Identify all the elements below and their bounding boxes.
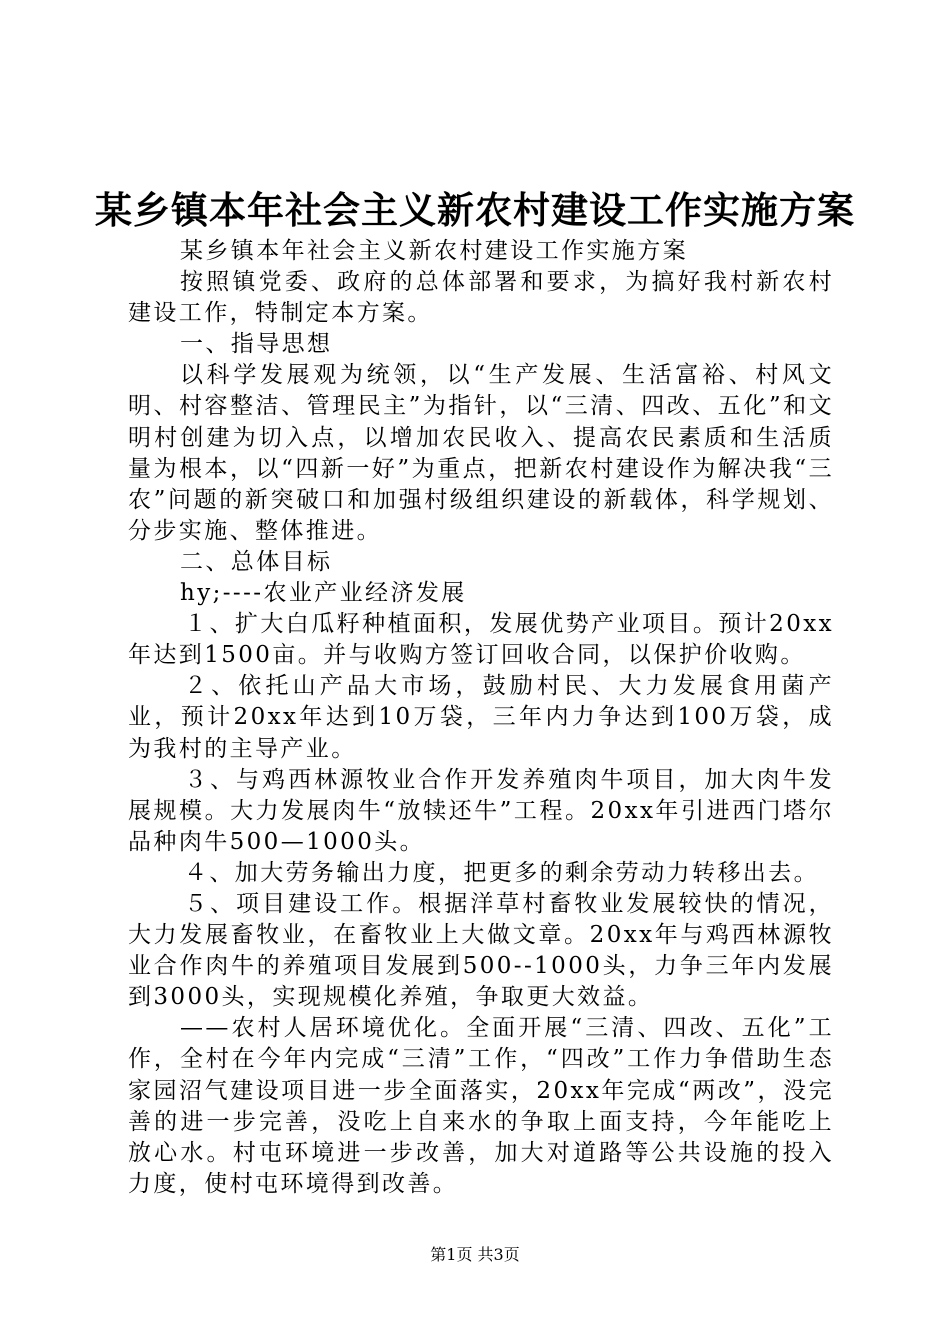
section-heading-guiding-thought: 一、指导思想 [180, 331, 333, 358]
page-number-footer: 第1页 共3页 [430, 1245, 520, 1264]
list-item-1: １、扩大白瓜籽种植面积，发展优势产业项目。预计20xx年达到1500亩。并与收购方签订回收合同，以保护价收购。 [128, 611, 834, 669]
list-item-2: ２、依托山产品大市场，鼓励村民、大力发展食用菌产业，预计20xx年达到10万袋，三年内力争达到100万袋，成为我村的主导产业。 [128, 673, 834, 762]
paragraph-agri-economy: hy;----农业产业经济发展 [180, 580, 467, 607]
list-item-3: ３、与鸡西林源牧业合作开发养殖肉牛项目，加大肉牛发展规模。大力发展肉牛“放犊还牛”工程。20xx年引进西门塔尔品种肉牛500—1000头。 [128, 766, 834, 855]
document-body [128, 236, 834, 1200]
list-item-5: ５、项目建设工作。根据洋草村畜牧业发展较快的情况，大力发展畜牧业，在畜牧业上大做文章。20xx年与鸡西林源牧业合作肉牛的养殖项目发展到500--1000头，力争三年内发展到3000头，实现规模化养殖，争取更大效益。 [128, 890, 834, 1011]
paragraph-subtitle: 某乡镇本年社会主义新农村建设工作实施方案 [180, 238, 688, 264]
paragraph-intro: 按照镇党委、政府的总体部署和要求，为搞好我村新农村建设工作，特制定本方案。 [128, 269, 834, 327]
section-heading-overall-goal: 二、总体目标 [180, 548, 333, 575]
paragraph-guiding-thought: 以科学发展观为统领，以“生产发展、生活富裕、村风文明、村容整洁、管理民主”为指针，以“三清、四改、五化”和文明村创建为切入点，以增加农民收入、提高农民素质和生活质量为根本，以“四新一好”为重点，把新农村建设作为解决我“三农”问题的新突破口和加强村级组织建设的新载体，科学规划、分步实施、整体推进。 [128, 362, 834, 544]
paragraph-living-environment: ——农村人居环境优化。全面开展“三清、四改、五化”工作，全村在今年内完成“三清”工作，“四改”工作力争借助生态家园沼气建设项目进一步全面落实，20xx年完成“两改”，没完善的进一步完善，没吃上自来水的争取上面支持，今年能吃上放心水。村屯环境进一步改善，加大对道路等公共设施的投入力度，使村屯环境得到改善。 [128, 1015, 834, 1197]
document-title: 某乡镇本年社会主义新农村建设工作实施方案 [95, 188, 855, 232]
list-item-4: ４、加大劳务输出力度，把更多的剩余劳动力转移出去。 [184, 859, 819, 886]
